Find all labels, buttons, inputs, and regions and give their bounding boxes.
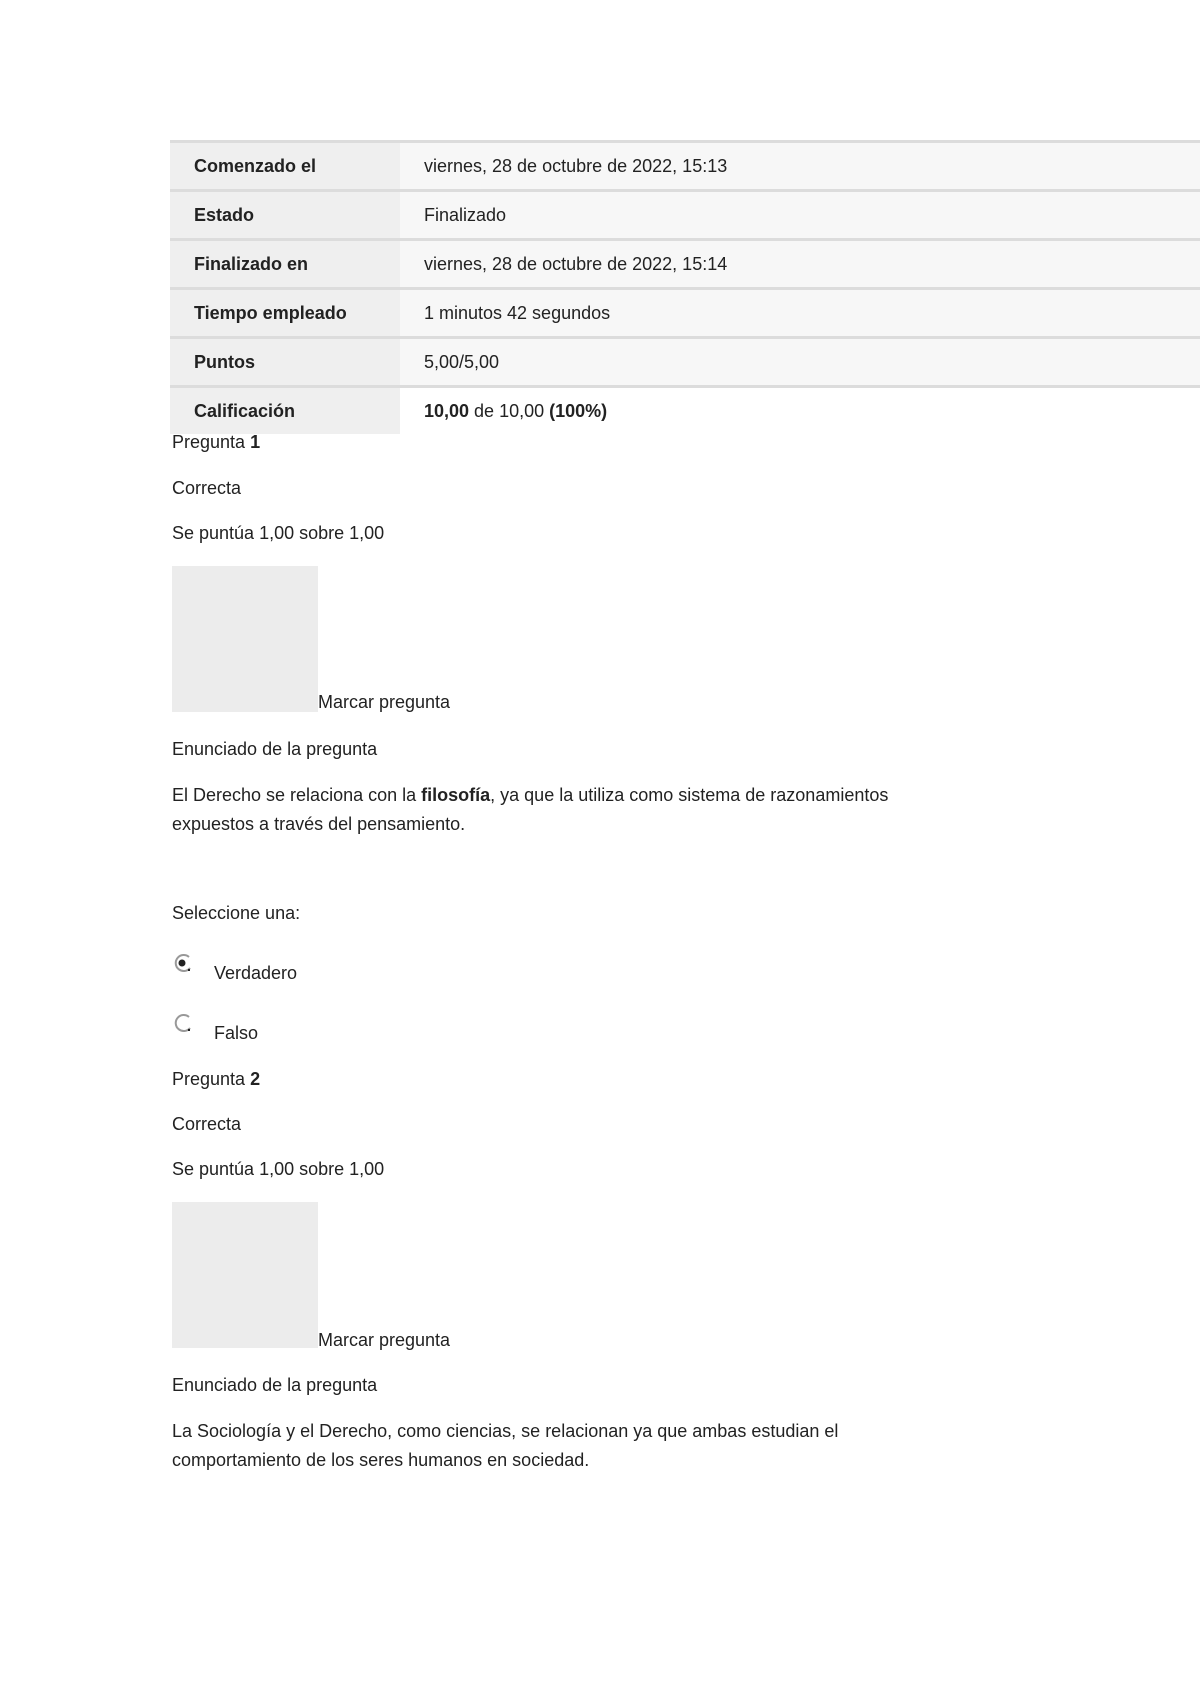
summary-row-started — [170, 142, 1200, 191]
summary-row-state — [170, 191, 1200, 240]
question-2-flag-image — [172, 1202, 318, 1348]
summary-value: viernes, 28 de octubre de 2022, 15:14 — [400, 240, 1200, 289]
question-text-part: El Derecho se relaciona con la — [172, 785, 422, 805]
grade-score: 10,00 — [424, 400, 470, 421]
question-1-select-label: Seleccione una: — [172, 903, 301, 923]
question-number: 2 — [250, 1069, 261, 1089]
question-1-title — [172, 432, 260, 453]
summary-label: Puntos — [170, 338, 400, 387]
question-prefix: Pregunta — [172, 432, 251, 452]
question-number: 1 — [250, 432, 261, 452]
question-text-part: , ya que la utiliza como sistema de razonamientos expuestos a través del pensamiento. — [172, 785, 889, 834]
summary-value: 1 minutos 42 segundos — [400, 289, 1200, 338]
summary-label: Tiempo empleado — [170, 289, 400, 338]
question-2-score: Se puntúa 1,00 sobre 1,00 — [172, 1159, 385, 1179]
radio-selected-icon[interactable] — [172, 952, 194, 974]
question-2-title — [172, 1069, 260, 1090]
question-1-heading: Enunciado de la pregunta — [172, 739, 378, 759]
question-2-heading: Enunciado de la pregunta — [172, 1375, 378, 1395]
summary-value: 5,00/5,00 — [400, 338, 1200, 387]
grade-value — [400, 387, 1200, 435]
summary-value: viernes, 28 de octubre de 2022, 15:13 — [400, 142, 1200, 191]
question-2-text: La Sociología y el Derecho, como ciencias, se relacionan ya que ambas estudian el comportamiento de los seres humanos en sociedad. — [172, 1421, 839, 1470]
summary-label: Finalizado en — [170, 240, 400, 289]
question-prefix: Pregunta — [172, 1069, 251, 1089]
summary-row-grade — [170, 387, 1200, 435]
question-2-status: Correcta — [172, 1114, 242, 1134]
option-verdadero-label[interactable]: Verdadero — [214, 963, 298, 983]
question-1-text — [172, 781, 972, 839]
grade-middle: de 10,00 — [469, 400, 550, 421]
grade-percent: (100%) — [549, 400, 608, 421]
question-1-flag-image — [172, 566, 318, 712]
summary-label: Calificación — [170, 387, 400, 435]
summary-row-points — [170, 338, 1200, 387]
summary-value: Finalizado — [400, 191, 1200, 240]
summary-label: Estado — [170, 191, 400, 240]
summary-label: Comenzado el — [170, 142, 400, 191]
question-1-flag-link[interactable]: Marcar pregunta — [318, 692, 451, 712]
option-falso-label[interactable]: Falso — [214, 1023, 259, 1043]
question-1-score: Se puntúa 1,00 sobre 1,00 — [172, 523, 385, 543]
summary-row-time — [170, 289, 1200, 338]
attempt-summary-table — [170, 140, 1200, 434]
question-text-bold: filosofía — [421, 785, 491, 805]
summary-row-finished — [170, 240, 1200, 289]
question-2-flag-link[interactable]: Marcar pregunta — [318, 1330, 451, 1350]
radio-unselected-icon[interactable] — [172, 1012, 194, 1034]
question-1-status: Correcta — [172, 478, 242, 498]
